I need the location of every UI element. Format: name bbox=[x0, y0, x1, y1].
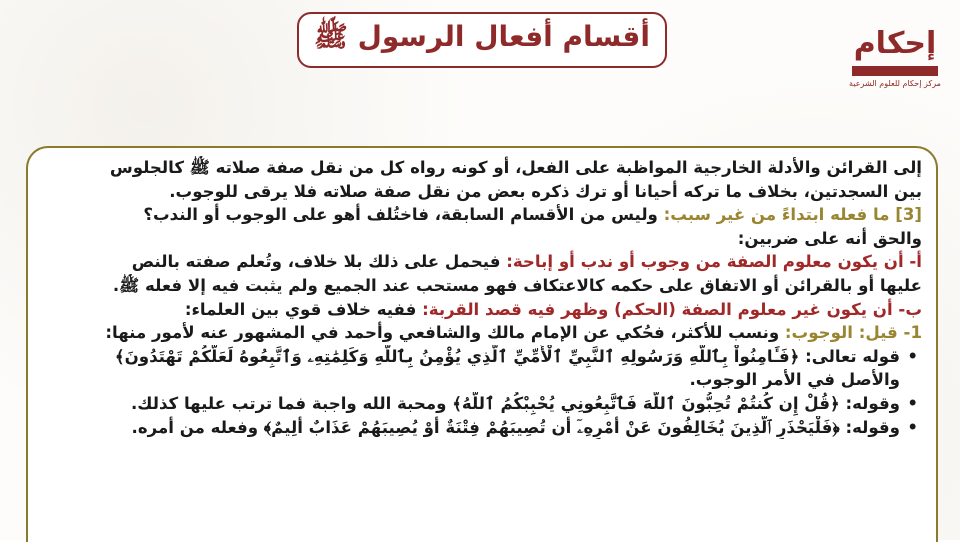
opinion-heading-1: 1- قيل: الوجوب: bbox=[784, 323, 922, 343]
list-item-3 bbox=[42, 416, 922, 440]
list-item-1-cont bbox=[42, 368, 922, 392]
subsection-text-b: ففيه خلاف قوي بين العلماء: bbox=[184, 299, 423, 319]
bullet-icon: • bbox=[907, 393, 918, 413]
text-line-7 bbox=[42, 298, 922, 322]
text-line-2: بين السجدتين، بخلاف ما تركه أحيانا أو ترك ذكره بعض من نقل صفة صلاته فلا يرقى للوجوب. bbox=[169, 181, 922, 201]
text-line-1: إلى القرائن والأدلة الخارجية المواظبة على الفعل، أو كونه رواه كل من نقل صفة صلاته ﷺ كالجلوس bbox=[109, 158, 922, 177]
text-line-3 bbox=[42, 203, 922, 227]
logo-band bbox=[852, 66, 938, 76]
list-item-1-cont-text: والأصل في الأمر الوجوب. bbox=[689, 370, 900, 390]
text-line-8 bbox=[42, 321, 922, 345]
opinion-text-1: ونسب للأكثر، فحُكي عن الإمام مالك والشافعي وأحمد في المشهور عنه لأمور منها: bbox=[105, 323, 785, 343]
subsection-heading-b: ب- أن يكون غير معلوم الصفة (الحكم) وظهر فيه قصد القربة: bbox=[422, 299, 922, 319]
list-item-3-text: وقوله: ﴿فَلْيَحْذَرِ ٱلَّذِينَ يُخَالِفُونَ عَنْ أَمْرِهِۦٓ أَن تُصِيبَهُمْ فِتْنَةٌ أَوْ يُصِيبَهُمْ عَذَابٌ أَلِيمٌ﴾ وفعله من أمره. bbox=[131, 417, 900, 437]
subsection-heading-a: أ- أن يكون معلوم الصفة من وجوب أو ندب أو إباحة: bbox=[506, 252, 922, 272]
subsection-text-a: فيحمل على ذلك بلا خلاف، وتُعلم صفته بالنص bbox=[131, 252, 507, 272]
page-title: أقسام أفعال الرسول ﷺ bbox=[314, 20, 650, 53]
title-banner bbox=[297, 12, 667, 68]
logo bbox=[850, 24, 940, 100]
list-item-1-text: قوله تعالى: ﴿فَـَٔامِنُواْ بِٱللَّهِ وَرَسُولِهِ ٱلنَّبِيِّ ٱلْأُمِّيِّ ٱلَّذِي يُؤْمِنُ بِٱللَّهِ وَكَلِمَٰتِهِۦ وَٱتَّبِعُوهُ لَعَلَّكُمْ تَهْتَدُونَ﴾ bbox=[114, 346, 900, 366]
list-item-1 bbox=[42, 345, 922, 369]
logo-text: إحكام bbox=[853, 26, 937, 61]
text-line-4: والحق أنه على ضربين: bbox=[737, 228, 922, 248]
logo-subtitle: مركز إحكام للعلوم الشرعية bbox=[849, 79, 941, 88]
text-line-6: عليها أو بالقرائن أو الاتفاق على حكمه كالاعتكاف فهو مستحب عند الجميع ولم يثبت فيه إلا فعله ﷺ. bbox=[112, 275, 922, 295]
list-item-2-text: وقوله: ﴿قُلْ إِن كُنتُمْ تُحِبُّونَ ٱللَّهَ فَٱتَّبِعُونِي يُحْبِبْكُمُ ٱللَّهُ﴾ ومحبة الله واجبة فما ترتب عليها كذلك. bbox=[130, 393, 900, 413]
text-line-5 bbox=[42, 250, 922, 274]
bullet-icon: • bbox=[907, 346, 918, 366]
bullet-icon: • bbox=[907, 417, 918, 437]
content-panel bbox=[26, 146, 938, 542]
section-text-3: وليس من الأقسام السابقة، فاختُلف أهو على الوجوب أو الندب؟ bbox=[143, 205, 664, 225]
list-item-2 bbox=[42, 392, 922, 416]
section-heading-3: [3] ما فعله ابتداءً من غير سبب: bbox=[663, 205, 922, 225]
